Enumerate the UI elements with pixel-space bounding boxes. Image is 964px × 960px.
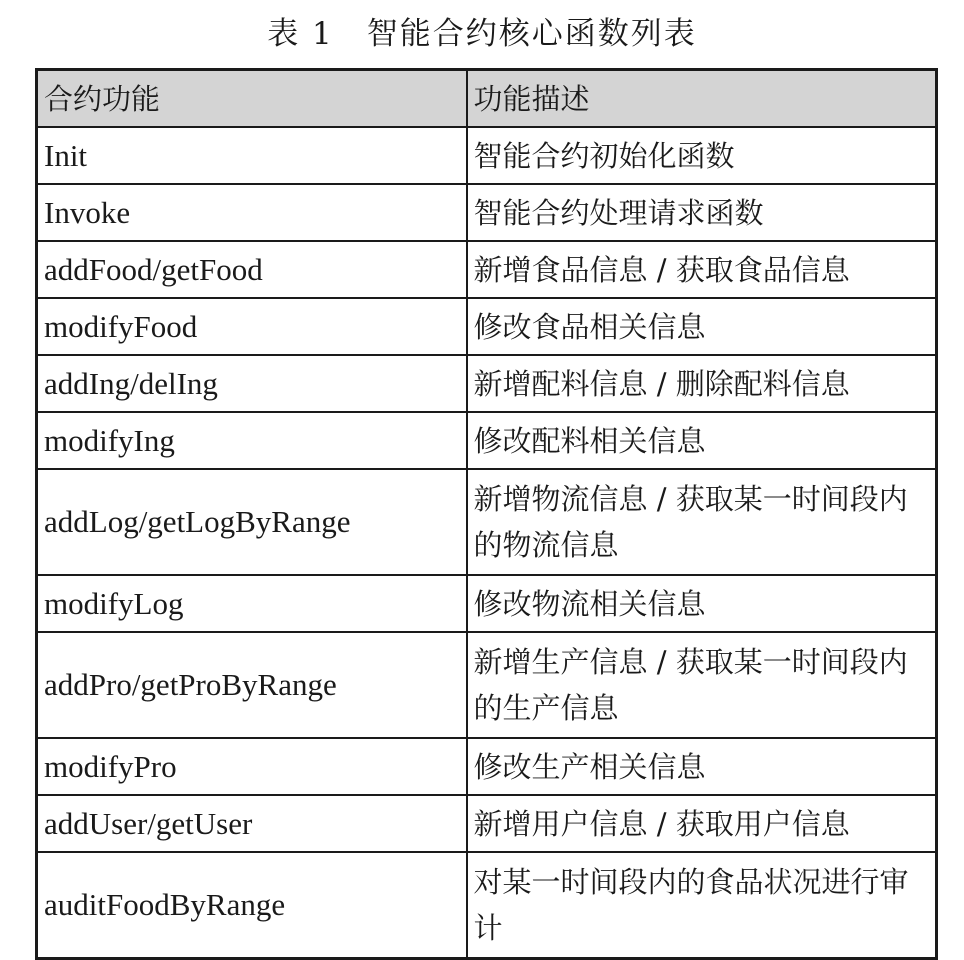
table-row bbox=[37, 355, 937, 412]
table-row bbox=[37, 852, 937, 959]
function-description-cell: 修改生产相关信息 bbox=[467, 738, 937, 795]
function-name-cell: Init bbox=[37, 127, 467, 184]
function-description-cell: 修改配料相关信息 bbox=[467, 412, 937, 469]
function-name-cell: addIng/delIng bbox=[37, 355, 467, 412]
table-header bbox=[37, 70, 937, 128]
header-function-description: 功能描述 bbox=[467, 70, 937, 128]
function-name-cell: addPro/getProByRange bbox=[37, 632, 467, 738]
function-name-cell: auditFoodByRange bbox=[37, 852, 467, 959]
table-row bbox=[37, 184, 937, 241]
table-row bbox=[37, 632, 937, 738]
function-description-cell: 对某一时间段内的食品状况进行审计 bbox=[467, 852, 937, 959]
function-description-cell: 修改食品相关信息 bbox=[467, 298, 937, 355]
table-body bbox=[37, 127, 937, 959]
function-description-cell: 新增配料信息 / 删除配料信息 bbox=[467, 355, 937, 412]
table-row bbox=[37, 241, 937, 298]
table-caption: 表 1 智能合约核心函数列表 bbox=[267, 16, 697, 52]
table-row bbox=[37, 298, 937, 355]
table-row bbox=[37, 127, 937, 184]
function-name-cell: modifyLog bbox=[37, 575, 467, 632]
function-name-cell: addFood/getFood bbox=[37, 241, 467, 298]
table-row bbox=[37, 575, 937, 632]
function-name-cell: addLog/getLogByRange bbox=[37, 469, 467, 575]
function-description-cell: 智能合约初始化函数 bbox=[467, 127, 937, 184]
function-description-cell: 新增物流信息 / 获取某一时间段内的物流信息 bbox=[467, 469, 937, 575]
function-name-cell: modifyIng bbox=[37, 412, 467, 469]
header-row bbox=[37, 70, 937, 128]
function-description-cell: 修改物流相关信息 bbox=[467, 575, 937, 632]
table-row bbox=[37, 469, 937, 575]
table-row bbox=[37, 738, 937, 795]
function-name-cell: modifyPro bbox=[37, 738, 467, 795]
functions-table bbox=[35, 68, 938, 960]
table-row bbox=[37, 795, 937, 852]
table-row bbox=[37, 412, 937, 469]
function-name-cell: addUser/getUser bbox=[37, 795, 467, 852]
function-name-cell: Invoke bbox=[37, 184, 467, 241]
function-description-cell: 新增生产信息 / 获取某一时间段内的生产信息 bbox=[467, 632, 937, 738]
function-description-cell: 新增食品信息 / 获取食品信息 bbox=[467, 241, 937, 298]
header-contract-function: 合约功能 bbox=[37, 70, 467, 128]
function-description-cell: 智能合约处理请求函数 bbox=[467, 184, 937, 241]
function-description-cell: 新增用户信息 / 获取用户信息 bbox=[467, 795, 937, 852]
function-name-cell: modifyFood bbox=[37, 298, 467, 355]
